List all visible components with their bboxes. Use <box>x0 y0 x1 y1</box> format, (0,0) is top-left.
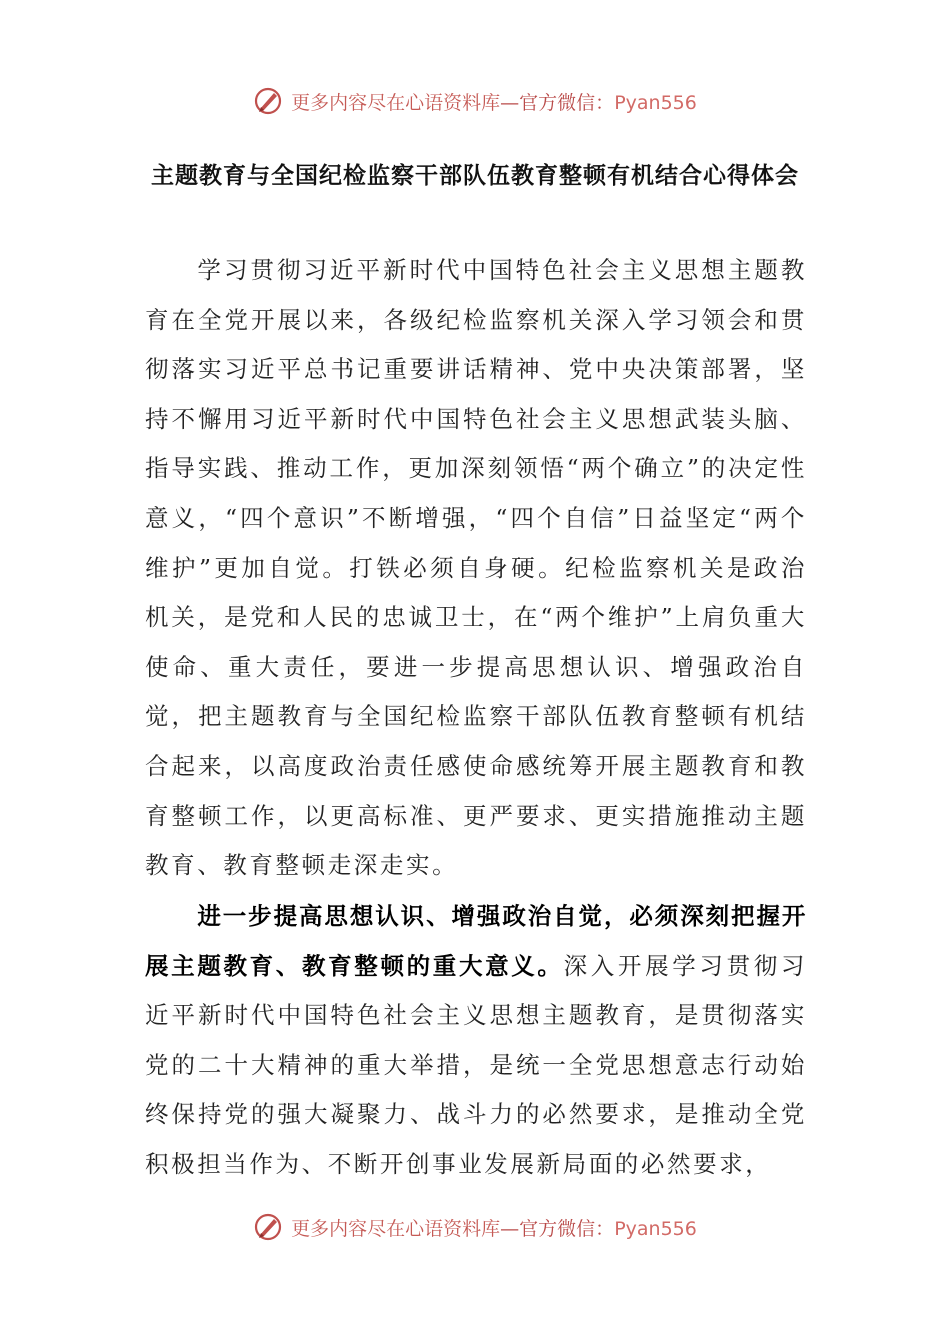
document-title: 主题教育与全国纪检监察干部队伍教育整顿有机结合心得体会 <box>151 163 799 189</box>
pen-circle-logo-icon <box>253 86 283 116</box>
watermark-site-name: 更多内容尽在心语资料库 <box>291 1217 501 1240</box>
paragraph-2-text: 深入开展学习贯彻习近平新时代中国特色社会主义思想主题教育，是贯彻落实党的二十大精神的重大举措，是统一全党思想意志行动始终保持党的强大凝聚力、战斗力的必然要求，是推动全党积极担当作为、不断开创事业发展新局面的必然要求， <box>145 951 807 1178</box>
paragraph-2 <box>145 892 807 1190</box>
watermark-header <box>0 86 950 116</box>
paragraph-1 <box>145 246 807 891</box>
watermark-wechat-id: Pyan556 <box>614 1217 697 1240</box>
watermark-site-name: 更多内容尽在心语资料库 <box>291 91 501 114</box>
watermark-wechat-label: —官方微信： <box>500 1217 615 1240</box>
watermark-wechat-id: Pyan556 <box>614 91 697 114</box>
watermark-wechat-label: —官方微信： <box>500 91 615 114</box>
watermark-footer <box>0 1212 950 1242</box>
pen-circle-logo-icon <box>253 1212 283 1242</box>
paragraph-1-text: 学习贯彻习近平新时代中国特色社会主义思想主题教育在全党开展以来，各级纪检监察机关深入学习领会和贯彻落实习近平总书记重要讲话精神、党中央决策部署，坚持不懈用习近平新时代中国特色社会主义思想武装头脑、指导实践、推动工作，更加深刻领悟“两个确立”的决定性意义，“四个意识”不断增强，“四个自信”日益坚定“两个维护”更加自觉。打铁必须自身硬。纪检监察机关是政治机关，是党和人民的忠诚卫士，在“两个维护”上肩负重大使命、重大责任，要进一步提高思想认识、增强政治自觉，把主题教育与全国纪检监察干部队伍教育整顿有机结合起来，以高度政治责任感使命感统筹开展主题教育和教育整顿工作，以更高标准、更严要求、更实措施推动主题教育、教育整顿走深走实。 <box>145 256 807 880</box>
paragraph-2-lead: 进一步提高思想认识、增强政治自觉，必须深刻把握开展主题教育、教育整顿的重大意义。 <box>145 902 807 980</box>
